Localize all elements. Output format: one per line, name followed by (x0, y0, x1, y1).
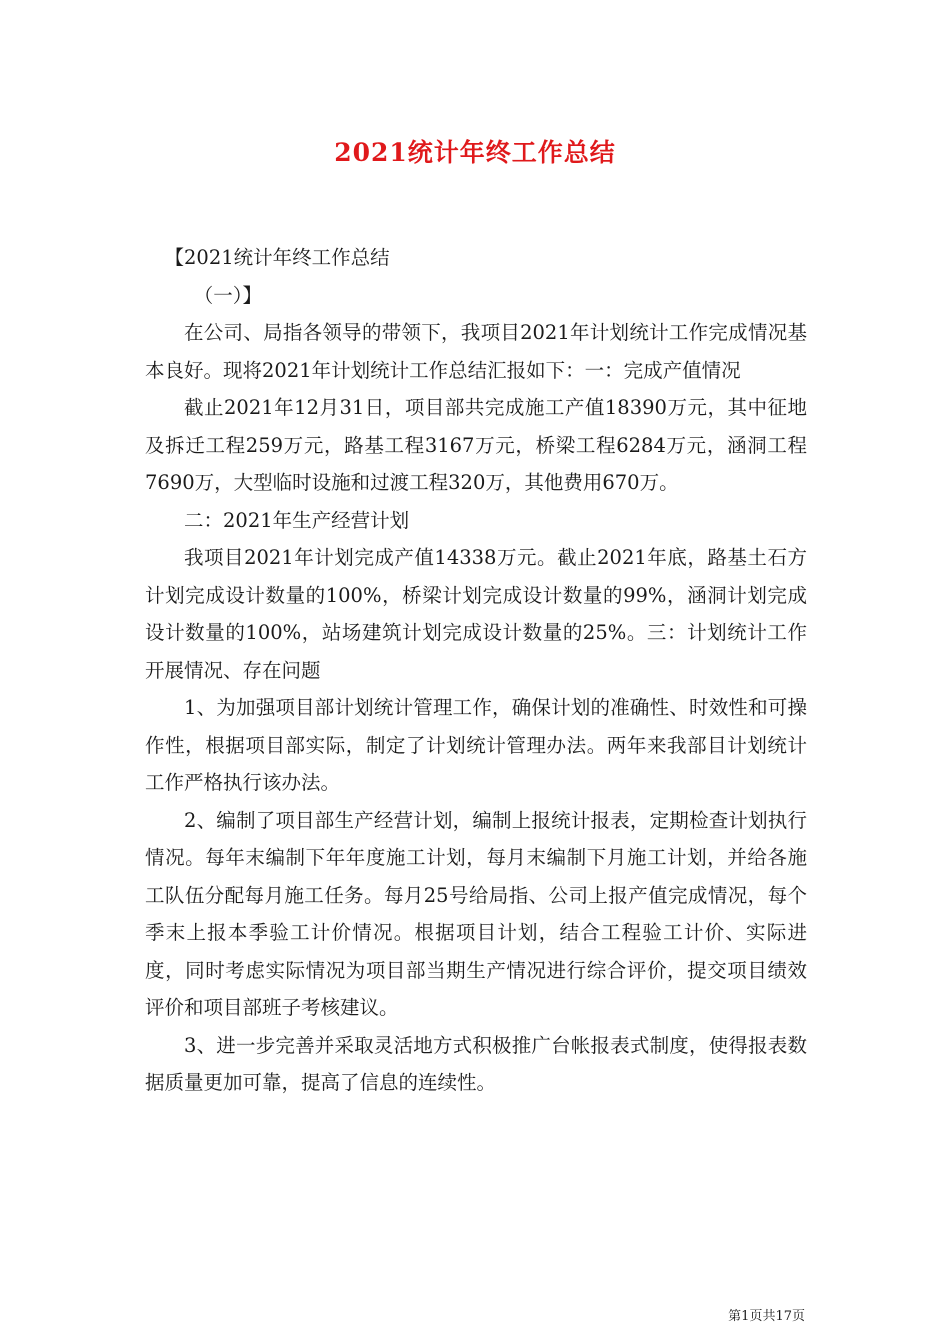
paragraph-intro: 在公司、局指各领导的带领下，我项目2021年计划统计工作完成情况基本良好。现将2021年计划统计工作总结汇报如下：一：完成产值情况 (145, 321, 807, 382)
document-body (145, 239, 807, 1102)
paragraph-plan-heading: 二：2021年生产经营计划 (184, 508, 410, 532)
section-heading-number: （一）】 (193, 283, 263, 307)
page-title: 2021统计年终工作总结 (334, 138, 616, 167)
paragraph-item-2: 2、编制了项目部生产经营计划，编制上报统计报表，定期检查计划执行情况。每年末编制下年年度施工计划，每月末编制下月施工计划，并给各施工队伍分配每月施工任务。每月25号给局指、公司上报产值完成情况，每个季末上报本季验工计价情况。根据项目计划，结合工程验工计价、实际进度，同时考虑实际情况为项目部当期生产情况进行综合评价，提交项目绩效评价和项目部班子考核建议。 (145, 808, 807, 1019)
paragraph-item-3: 3、进一步完善并采取灵活地方式积极推广台帐报表式制度，使得报表数据质量更加可靠，提高了信息的连续性。 (145, 1033, 807, 1094)
page-number: 第1页共17页 (728, 1309, 805, 1324)
section-heading: 【2021统计年终工作总结 (164, 246, 390, 269)
paragraph-output-value: 截止2021年12月31日，项目部共完成施工产值18390万元，其中征地及拆迁工程259万元，路基工程3167万元，桥梁工程6284万元，涵洞工程7690万，大型临时设施和过渡工程320万，其他费用670万。 (145, 396, 807, 494)
paragraph-plan: 我项目2021年计划完成产值14338万元。截止2021年底，路基土石方计划完成设计数量的100%，桥梁计划完成设计数量的99%，涵洞计划完成设计数量的100%，站场建筑计划完成设计数量的25%。三：计划统计工作开展情况、存在问题 (145, 546, 807, 682)
paragraph-item-1: 1、为加强项目部计划统计管理工作，确保计划的准确性、时效性和可操作性，根据项目部实际，制定了计划统计管理办法。两年来我部目计划统计工作严格执行该办法。 (145, 696, 807, 794)
